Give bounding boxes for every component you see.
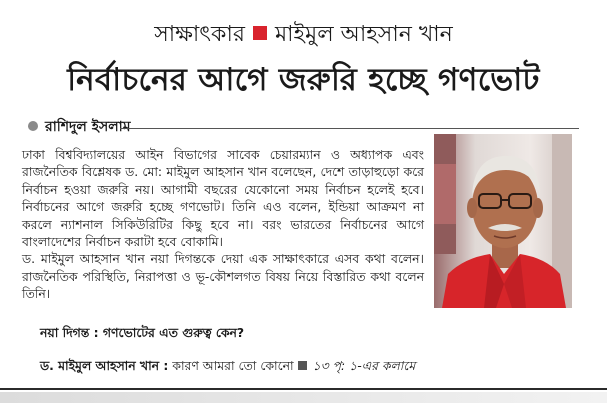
interview-answer xyxy=(40,357,415,374)
byline-author: রাশিদুল ইসলাম xyxy=(45,119,131,135)
byline xyxy=(28,117,131,137)
article-kicker xyxy=(0,20,607,50)
continuation-note: ১৩ পৃ: ১-এর কলামে xyxy=(312,358,416,373)
article-headline: নির্বাচনের আগে জরুরি হচ্ছে গণভোট xyxy=(67,62,540,98)
kicker-interviewee: মাইমুল আহসান খান xyxy=(274,22,453,47)
red-square-icon xyxy=(253,26,267,40)
byline-rule xyxy=(120,128,579,129)
body-paragraph: ড. মাইমুল আহসান খান নয়া দিগন্তকে দেয়া এক সাক্ষাৎকারে এসব কথা বলেন। রাজনৈতিক পরিস্থিতি, নিরাপত্তা ও ভূ-কৌশলগত বিষয় নিয়ে বিস্তারিত কথা বলেন তিনি। xyxy=(22,251,424,302)
interview-question: নয়া দিগন্ত : গণভোটের এত গুরুত্ব কেন? xyxy=(40,325,245,340)
page-divider xyxy=(0,388,607,390)
interviewee-photo xyxy=(434,134,572,308)
portrait-image xyxy=(434,134,572,308)
answer-text: কারণ আমরা তো কোনো xyxy=(172,358,294,373)
article-body xyxy=(22,146,424,303)
page-edge xyxy=(0,392,607,403)
answer-speaker: ড. মাইমুল আহসান খান : xyxy=(40,358,169,373)
continuation-square-icon xyxy=(298,361,307,370)
kicker-section: সাক্ষাৎকার xyxy=(154,22,245,47)
body-paragraph: ঢাকা বিশ্ববিদ্যালয়ের আইন বিভাগের সাবেক চেয়ারম্যান ও অধ্যাপক এবং রাজনৈতিক বিশ্লেষক ড. মো: মাইমুল আহসান খান বলেছেন, দেশে তাড়াহুড়ো করে নির্বাচন হওয়া জরুরি নয়। আগামী বছরের যেকোনো সময় নির্বাচন হলেই হবে। নির্বাচনের আগে জরুরি হচ্ছে গণভোট। তিনি এও বলেন, ইন্ডিয়া আক্রমণ না করলে ন্যাশনাল সিকিউরিটির কিছু হবে না। বরং ভারতের নির্বাচনের আগে বাংলাদেশের নির্বাচন করাটা হবে বোকামি। xyxy=(22,147,424,250)
bullet-icon xyxy=(28,121,38,131)
